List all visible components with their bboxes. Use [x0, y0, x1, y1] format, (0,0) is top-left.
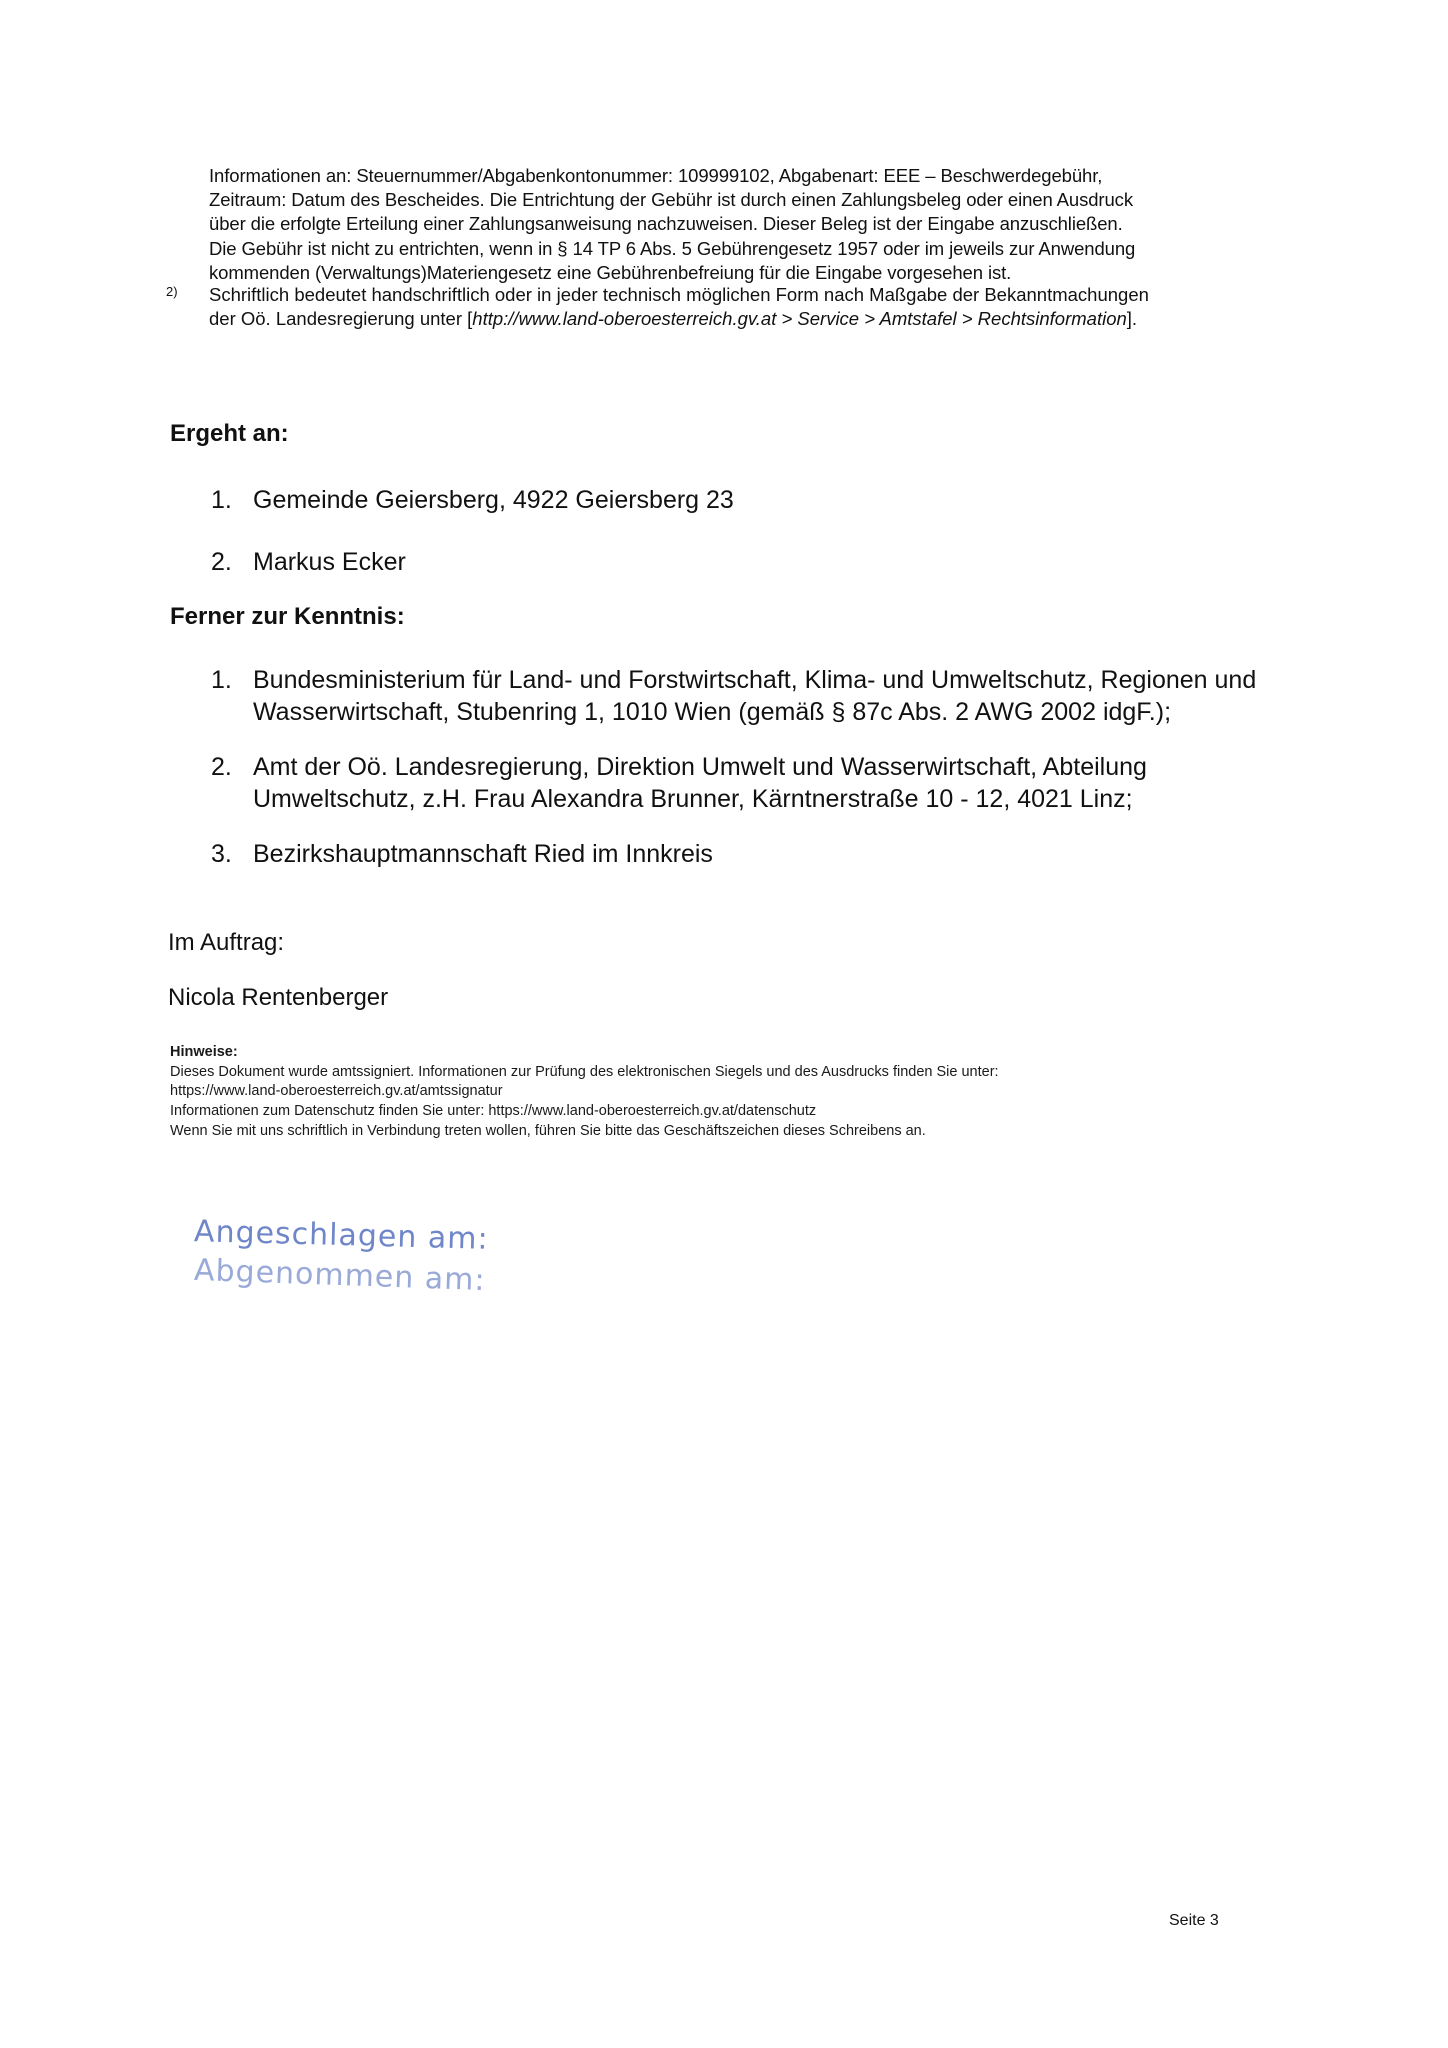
rechtsinformation-link[interactable]: http://www.land-oberoesterreich.gv.at > Service > Amtstafel > Rechtsinformation [472, 308, 1127, 330]
hinweise-line: Wenn Sie mit uns schriftlich in Verbindung treten wollen, führen Sie bitte das Geschäftszeichen dieses Schreibens an. [170, 1122, 926, 1139]
footnote-2-line-1: Schriftlich bedeutet handschriftlich oder in jeder technisch möglichen Form nach Maßgabe der Bekanntmachungen [209, 284, 1149, 305]
cc-number: 2. [211, 753, 232, 781]
recipient-number: 2. [211, 548, 232, 576]
footnote-line: kommenden (Verwaltungs)Materiengesetz eine Gebührenbefreiung für die Eingabe vorgesehen ist. [209, 261, 1012, 283]
cc-text-line: Wasserwirtschaft, Stubenring 1, 1010 Wien (gemäß § 87c Abs. 2 AWG 2002 idgF.); [253, 698, 1172, 726]
im-auftrag: Im Auftrag: [168, 929, 285, 956]
cc-text-line: Bundesministerium für Land- und Forstwirtschaft, Klima- und Umweltschutz, Regionen und [253, 666, 1257, 694]
cc-text-line: Bezirkshauptmannschaft Ried im Innkreis [253, 840, 713, 868]
page-number: Seite 3 [1169, 1912, 1219, 1929]
cc-item [211, 664, 1311, 730]
stamp-angeschlagen: Angeschlagen am: [193, 1214, 490, 1257]
footnote-2-marker: 2) [166, 284, 178, 299]
hinweise-line: Informationen zum Datenschutz finden Sie unter: https://www.land-oberoesterreich.gv.at/datenschutz [170, 1103, 817, 1120]
cc-text-line: Amt der Oö. Landesregierung, Direktion Umwelt und Wasserwirtschaft, Abteilung [253, 753, 1147, 781]
signer-name: Nicola Rentenberger [168, 984, 389, 1011]
footnote-2 [209, 283, 1289, 331]
footnote-line: über die erfolgte Erteilung einer Zahlungsanweisung nachzuweisen. Dieser Beleg ist der Eingabe anzuschließen. [209, 213, 1123, 235]
recipient-item [211, 546, 1311, 580]
cc-item [211, 838, 1311, 872]
hinweise-heading: Hinweise: [170, 1044, 238, 1060]
recipient-text: Gemeinde Geiersberg, 4922 Geiersberg 23 [253, 486, 734, 514]
footnote-line: Zeitraum: Datum des Bescheides. Die Entrichtung der Gebühr ist durch einen Zahlungsbeleg oder einen Ausdruck [209, 189, 1133, 211]
cc-number: 3. [211, 840, 232, 868]
cc-item [211, 751, 1311, 817]
hinweise-block [170, 1043, 1290, 1142]
footnote-2-line-2: der Oö. Landesregierung unter [http://www.land-oberoesterreich.gv.at > Service > Amtstafel > Rechtsinformation]. [209, 308, 1138, 330]
recipient-text: Markus Ecker [253, 548, 406, 576]
footnote-line: Die Gebühr ist nicht zu entrichten, wenn in § 14 TP 6 Abs. 5 Gebührengesetz 1957 oder im jeweils zur Anwendung [209, 237, 1136, 259]
cc-number: 1. [211, 666, 232, 694]
cc-text-line: Umweltschutz, z.H. Frau Alexandra Brunner, Kärntnerstraße 10 - 12, 4021 Linz; [253, 785, 1133, 813]
ergeht-an-heading: Ergeht an: [170, 420, 289, 447]
hinweise-line: Dieses Dokument wurde amtssigniert. Informationen zur Prüfung des elektronischen Siegels und des Ausdrucks finden Sie unter: [170, 1063, 999, 1080]
footnote-line: Informationen an: Steuernummer/Abgabenkontonummer: 109999102, Abgabenart: EEE – Beschwerdegebühr, [209, 165, 1103, 186]
recipient-number: 1. [211, 486, 232, 514]
recipient-item [211, 484, 1311, 518]
footnote-1 [209, 164, 1289, 285]
ferner-heading: Ferner zur Kenntnis: [170, 603, 405, 630]
stamp-abgenommen: Abgenommen am: [193, 1252, 487, 1299]
hinweise-line: https://www.land-oberoesterreich.gv.at/amtssignatur [170, 1083, 503, 1100]
